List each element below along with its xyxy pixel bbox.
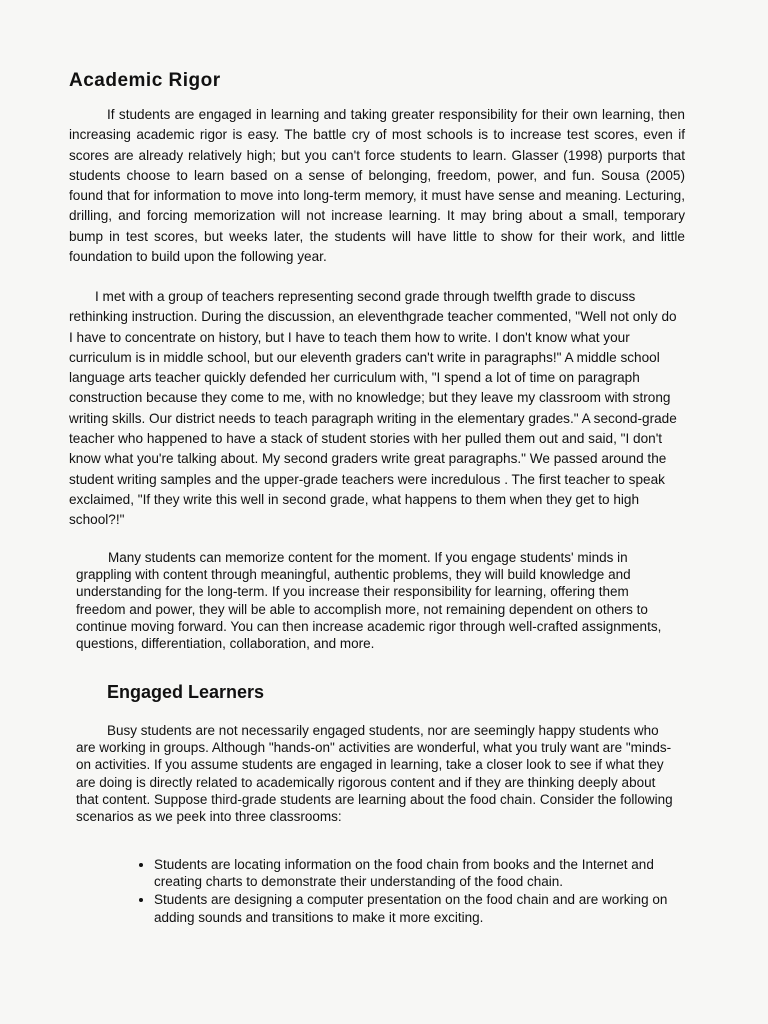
list-item: • Students are locating information on the food chain from books and the Internet and creating charts to demonstrate their understanding of the food chain. [154,856,694,890]
heading-engaged-learners: Engaged Learners [107,682,265,702]
paragraph-1: If students are engaged in learning and taking greater responsibility for their own learning, then increasing academic rigor is easy. The battle cry of most schools is to increase test scores, even if scores are already relatively high; but you can't force students to learn. Glasser (1998) purports that students choose to learn based on a sense of belonging, freedom, power, and fun. Sousa (2005) found that for information to move into long-term memory, it must have sense and meaning. Lecturing, drilling, and forcing memorization will not increase learning. It may bring about a small, temporary bump in test scores, but weeks later, the students will have little to show for their work, and little foundation to build upon the following year. [69,107,685,265]
paragraph-2: I met with a group of teachers representing second grade through twelfth grade to discuss rethinking instruction. During the discussion, an eleventhgrade teacher commented, "Well not only do I have to concentrate on history, but I have to teach them how to write. I don't know what your curriculum is in middle school, but our eleventh graders can't write in paragraphs!" A middle school language arts teacher quickly defended her curriculum with, "I spend a lot of time on paragraph construction because they come to me, with no knowledge; but they leave my classroom with strong writing skills. Our district needs to teach paragraph writing in the elementary grades." A second-grade teacher who happened to have a stack of student stories with her pulled them out and said, "I don't know what you're talking about. My second graders write great paragraphs." We passed around the student writing samples and the upper-grade teachers were incredulous . The first teacher to speak exclaimed, "If they write this well in second grade, what happens to them when they get to high school?!" [69,289,677,528]
heading-academic-rigor: Academic Rigor [69,70,221,91]
paragraph-4: Busy students are not necessarily engaged students, nor are seemingly happy students who are working in groups. Although "hands-on" activities are wonderful, what you truly want are "minds-on activities. If you assume students are engaged in learning, take a closer look to see if what they are doing is directly related to academically rigorous content and if they are thinking deeply about that content. Suppose third-grade students are learning about the food chain. Consider the following scenarios as we peek into three classrooms: [76,723,673,825]
paragraph-3: Many students can memorize content for the moment. If you engage students' minds in grappling with content through meaningful, authentic problems, they will build knowledge and understanding for the long-term. If you increase their responsibility for learning, offering them freedom and power, they will be able to accomplish more, not remaining dependent on others to continue moving forward. You can then increase academic rigor through well-crafted assignments, questions, differentiation, collaboration, and more. [76,550,662,652]
list-item: • Students are designing a computer presentation on the food chain and are working on adding sounds and transitions to make it more exciting. [154,891,694,925]
scenario-list [130,856,694,927]
